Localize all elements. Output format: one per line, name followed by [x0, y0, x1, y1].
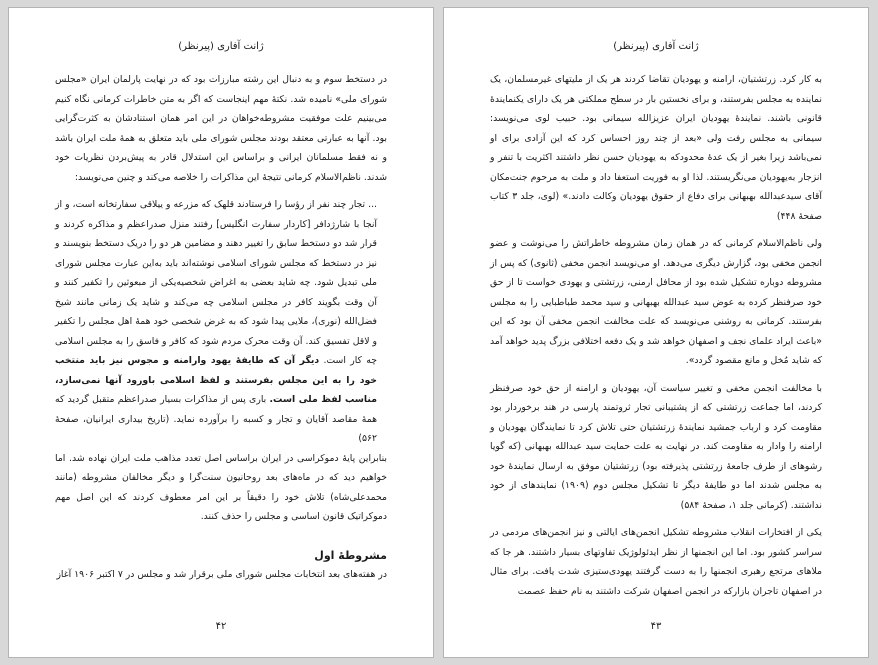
quote-bold-text: دیگر آن که طایفهٔ یهود وارامنه و مجوس نیز باید منتخب خود را به این مجلس بفرستند و لفظ اسلامی باورود آنها نمی‌سازد، مناسب لفظ ملی است. — [55, 355, 377, 405]
paragraph: بنابراین پایهٔ دموکراسی در ایران براساس اصل تعدد مذاهب ملت ایران نهاده شد. اما خواهیم دید که در ماه‌های بعد روحانیون سنت‌گرا و دیگر مخالفان مشروطه (مانند محمدعلی‌شاه) تلاش خود را دقیقاً بر این امر معطوف کردند که این اصل مهم دموکراتیک قانون اساسی و مجلس را حذف کنند. — [55, 452, 387, 522]
paragraph: در هفته‌های بعد انتخابات مجلس شورای ملی برقرار شد و مجلس در ۷ اکتبر ۱۹۰۶ آغاز — [56, 568, 387, 580]
paragraph: در دستخط سوم و به دنبال این رشته مبارزات بود که در نهایت پارلمان ایران «مجلس شورای ملی» نامیده شد. نکتهٔ مهم اینجاست که اگر به متن خاطرات کرمانی نگاه کنیم می‌بینیم علت موفقیت مشروطه‌خواهان در این امر همان استنادشان به کثرت‌گرایی بود. آنها به عبارتی معتقد بودند مجلس شورای ملی باید متعلق به همهٔ ملت ایران باشد و نه فقط مسلمانان ایرانی و براساس این استدلال قادر به پیش‌بردن نظریات خود شدند. ناظم‌الاسلام کرمانی نتیجهٔ این مذاکرات را خلاصه می‌کند و چنین می‌نویسد: — [55, 74, 387, 183]
quote-text-end: باری پس از مذاکرات بسیار صدراعظم متقبل گردید که همهٔ مقاصد آقایان و تجار و کسبه را برآورده نماید. (تاریخ بیداری ایرانیان، صفحهٔ ۵۶۲) — [55, 394, 377, 444]
quote-text: ... تجار چند نفر از رؤسا را فرستادند قلهک که مزرعه و ییلاقی سفارتخانه است، و از آنجا با شارژدافر [کاردار سفارت انگلیس] رفتند منزل صدراعظم و مذاکره کردند و قرار شد دو دستخط سابق را تغییر دهند و مضامین هر دو را دریک دستخط بنویسند و نیز در دستخط که مجلس شورای اسلامی نوشته‌اند باید به‌این عبارت مجلس شورای ملی تبدیل شود. چه شاید بعضی به اغراض شخصیه‌یکی از مبعوثین را تکفیر کنند و آن وقت بگویند کافر در مجلس اسلامی چه می‌کند و شاید یک زمانی مانند شیخ فضل‌الله (نوری)، ملایی پیدا شود که به غرض شخصی خود همهٔ اهل مجلس را تکفیر و لاقل تفسیق کند. آن وقت محرک مردم شود که کافر و فاسق را به مجلس اسلامی چه کار است. — [55, 199, 377, 366]
section-title: مشروطهٔ اول — [314, 548, 387, 562]
left-page — [8, 7, 434, 658]
block-quote — [55, 195, 387, 449]
running-header: ژانت آفاری (پیرنظر) — [613, 41, 699, 52]
paragraph: یکی از افتخارات انقلاب مشروطه تشکیل انجمن‌های ایالتی و نیز انجمن‌های مردمی در سراسر کشور بود. اما این انجمنها از نظر ایدئولوژیک تفاوتهای بسیار داشتند. هر جا که ملاهای مرتجع رهبری انجمنها را به دست گرفتند یهودی‌ستیزی شدت یافت. برای مثال در اصفهان تاجران بازارکه در انجمن اصفهان شرکت داشتند به نام حفظ عصمت — [490, 527, 822, 597]
page-number: ۴۳ — [650, 621, 662, 632]
paragraph: به کار کرد. زرتشتیان، ارامنه و یهودیان تقاضا کردند هر یک از ملیتهای غیرمسلمان، یک نماینده به مجلس بفرستند، و برای نخستین بار در سطح مملکتی هر یک دارای یکنمایندهٔ قانونی باشند. نمایندهٔ یهودیان ایران عزیزالله سیمانی بود. حبیب لوی می‌نویسد: سیمانی به مجلس رفت ولی «بعد از چند روز احساس کرد که این آزادی برای او نمی‌باشد زیرا بغیر از یک عدهٔ محدودکه به یهودیان حسن نظر داشتند اکثریت با تنفر و انزجار به‌یهودیان می‌نگریستند. لذا او به فوریت استعفا داد و ملت به مرحوم جنت‌مکان آقای سیدعبدالله بهبهانی برای دفاع از حقوق یهودیان وکالت دادند.» (لوی، جلد ۳ کتاب صفحهٔ ۴۴۸) — [490, 74, 822, 222]
page-number: ۴۲ — [215, 621, 227, 632]
right-page — [443, 7, 869, 658]
paragraph: ولی ناظم‌الاسلام کرمانی که در همان زمان مشروطه خاطراتش را می‌نوشت و عضو انجمن مخفی بود، گزارش دیگری می‌دهد. او می‌نویسد انجمن مخفی (ثانوی) که پس از مشروطه دوباره تشکیل شده بود از محافل ارمنی، زرتشتی و یهودی خواست تا از حق خود صرفنظر کرده به عوض سید عبدالله بهبهانی و سید محمد طباطبایی را به مجلس بفرستند. کرمانی به روشنی می‌نویسد که علت مخالفت انجمن مخفی آن بود که این «باعث ایراد علمای نجف و اصفهان خواهد شد و یک دفعه اختلافی بزرگ پدید خواهد آمد که شاید مُخل و مانع مقصود گردد». — [490, 238, 822, 366]
page-body — [55, 70, 387, 584]
page-body — [490, 70, 822, 601]
running-header: ژانت آفاری (پیرنظر) — [178, 41, 264, 52]
paragraph: با مخالفت انجمن مخفی و تغییر سیاست آن، یهودیان و ارامنه از حق خود صرفنظر کردند، اما جماعت زرتشتی که از پشتیبانی تجار ثروتمند پارسی در هند برخوردار بود مقاومت کرد و ارباب جمشید نمایندهٔ زرتشتیان حتی تلاش کرد تا نمایندگان یهودیان و ارامنه را وادار به مقاومت کند. در نهایت به علت حمایت سید عبدالله بهبهانی (که گویا رشوهای از طرف جامعهٔ زرتشتی پذیرفته بود) زرتشتیان موفق به ارسال نمایندهٔ خود به مجلس شدند اما دو طایفهٔ دیگر تا تشکیل مجلس دوم (۱۹۰۹) نمایندهای از خود نداشتند. (کرمانی جلد ۱، صفحهٔ ۵۸۴) — [490, 382, 822, 511]
